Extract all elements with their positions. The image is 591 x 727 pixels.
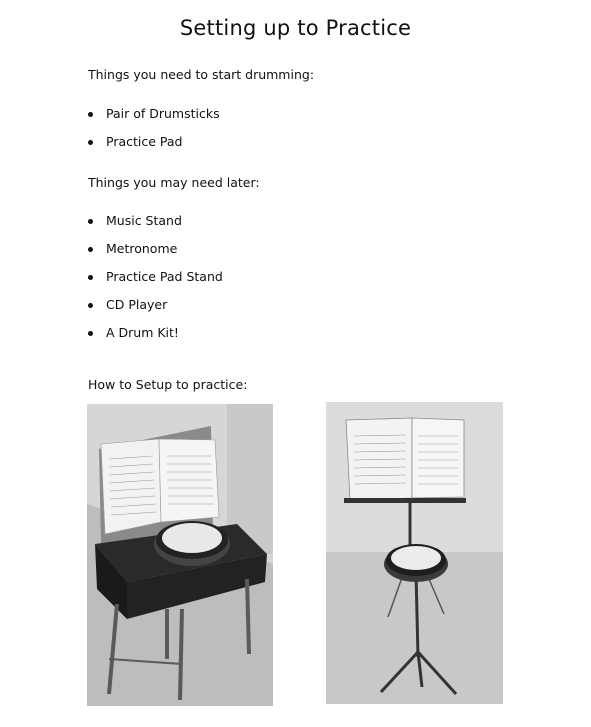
bullet-icon xyxy=(88,112,93,117)
list-item xyxy=(88,207,223,235)
practice-pad xyxy=(384,544,448,582)
later-list xyxy=(88,207,223,347)
list-item xyxy=(88,128,220,156)
section-heading-later: Things you may need later: xyxy=(88,175,260,190)
list-item xyxy=(88,291,223,319)
list-item xyxy=(88,263,223,291)
practice-pad xyxy=(154,521,230,566)
section-heading-setup: How to Setup to practice: xyxy=(88,377,248,392)
section-heading-start: Things you need to start drumming: xyxy=(88,67,315,82)
page-title: Setting up to Practice xyxy=(179,16,412,40)
list-item-label: Practice Pad Stand xyxy=(106,269,223,284)
stand-setup-photo xyxy=(326,402,503,704)
list-item-label: CD Player xyxy=(106,297,168,312)
list-item-label: Pair of Drumsticks xyxy=(106,106,220,121)
bullet-icon xyxy=(88,219,93,224)
list-item-label: Practice Pad xyxy=(106,134,183,149)
chair-setup-photo xyxy=(87,404,273,706)
bullet-icon xyxy=(88,331,93,336)
list-item xyxy=(88,100,220,128)
list-item-label: Music Stand xyxy=(106,213,182,228)
list-item xyxy=(88,319,223,347)
bullet-icon xyxy=(88,303,93,308)
bullet-icon xyxy=(88,275,93,280)
bullet-icon xyxy=(88,247,93,252)
list-item xyxy=(88,235,223,263)
start-list xyxy=(88,100,220,156)
bullet-icon xyxy=(88,140,93,145)
list-item-label: Metronome xyxy=(106,241,178,256)
list-item-label: A Drum Kit! xyxy=(106,325,179,340)
